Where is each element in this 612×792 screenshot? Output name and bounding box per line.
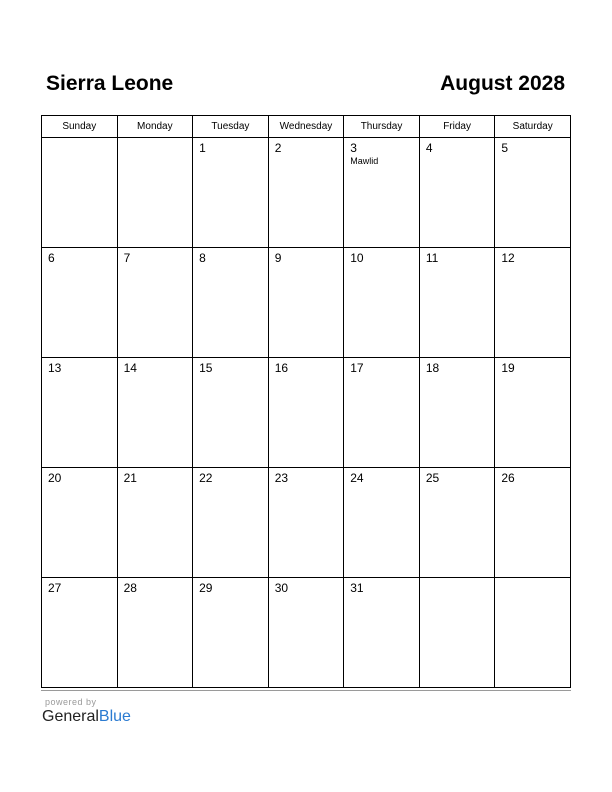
day-number: 9 (274, 251, 282, 265)
day-number: 28 (123, 581, 137, 595)
day-cell (193, 138, 269, 248)
day-number: 3 (350, 141, 357, 155)
day-number: 17 (350, 361, 364, 375)
day-number: 26 (501, 471, 515, 485)
week-row (42, 248, 571, 358)
day-number: 7 (123, 251, 131, 265)
day-number: 30 (274, 581, 289, 595)
calendar-grid (41, 115, 571, 688)
day-cell (42, 358, 118, 468)
week-row (42, 358, 571, 468)
weekday-header: Sunday (42, 116, 118, 138)
day-number: 27 (48, 581, 62, 595)
powered-by-label: powered by (45, 697, 97, 707)
holiday-label: Mawlid (350, 156, 379, 166)
day-cell (193, 248, 269, 358)
day-cell (268, 248, 344, 358)
day-cell (268, 578, 344, 688)
day-cell (419, 468, 495, 578)
weekday-header: Friday (419, 116, 495, 138)
day-cell (495, 578, 571, 688)
weekday-header: Wednesday (268, 116, 344, 138)
day-number (495, 578, 570, 581)
day-cell (268, 358, 344, 468)
country-title: Sierra Leone (46, 72, 174, 95)
day-cell (42, 468, 118, 578)
brand-general: General (42, 708, 99, 725)
day-number: 11 (425, 251, 439, 265)
day-cell (419, 138, 495, 248)
day-number: 21 (123, 471, 137, 485)
day-number: 15 (199, 361, 213, 375)
weekday-header: Monday (117, 116, 193, 138)
week-row (42, 468, 571, 578)
day-cell (495, 138, 571, 248)
day-number: 25 (425, 471, 440, 485)
day-cell (495, 468, 571, 578)
day-cell (117, 138, 193, 248)
day-cell (344, 468, 420, 578)
weekday-header-row (42, 116, 571, 138)
day-number (118, 138, 193, 141)
day-number: 1 (199, 141, 206, 155)
day-number: 13 (48, 361, 62, 375)
day-number: 18 (425, 361, 440, 375)
day-number: 5 (501, 141, 509, 155)
brand-blue: Blue (98, 708, 131, 725)
day-number: 8 (199, 251, 206, 265)
day-cell (42, 248, 118, 358)
day-number: 6 (48, 251, 55, 265)
day-number (42, 138, 117, 141)
day-cell (495, 248, 571, 358)
day-cell (193, 578, 269, 688)
day-number: 19 (501, 361, 515, 375)
weekday-header: Tuesday (193, 116, 269, 138)
day-number: 2 (274, 141, 282, 155)
day-cell (344, 358, 420, 468)
day-number: 31 (350, 581, 364, 595)
day-number: 10 (350, 251, 364, 265)
day-number: 20 (48, 471, 62, 485)
day-cell (193, 358, 269, 468)
day-cell (193, 468, 269, 578)
day-cell (419, 248, 495, 358)
weekday-header: Thursday (344, 116, 420, 138)
day-cell (268, 468, 344, 578)
day-number: 14 (123, 361, 137, 375)
day-cell (344, 138, 420, 248)
day-cell (419, 578, 495, 688)
brand-logo[interactable] (42, 708, 131, 726)
day-number: 22 (199, 471, 213, 485)
day-number: 24 (350, 471, 364, 485)
day-cell (268, 138, 344, 248)
day-number (420, 578, 495, 581)
month-year-title: August 2028 (440, 72, 565, 95)
day-cell (344, 578, 420, 688)
day-cell (42, 138, 118, 248)
week-row (42, 138, 571, 248)
day-cell (117, 468, 193, 578)
day-cell (344, 248, 420, 358)
week-row (42, 578, 571, 688)
day-number: 4 (425, 141, 433, 155)
day-cell (42, 578, 118, 688)
footer-divider (41, 690, 571, 691)
day-number: 16 (274, 361, 289, 375)
day-number: 23 (274, 471, 289, 485)
day-number: 12 (501, 251, 515, 265)
day-cell (495, 358, 571, 468)
day-cell (419, 358, 495, 468)
weekday-header: Saturday (495, 116, 571, 138)
day-cell (117, 578, 193, 688)
day-cell (117, 358, 193, 468)
day-number: 29 (199, 581, 213, 595)
day-cell (117, 248, 193, 358)
